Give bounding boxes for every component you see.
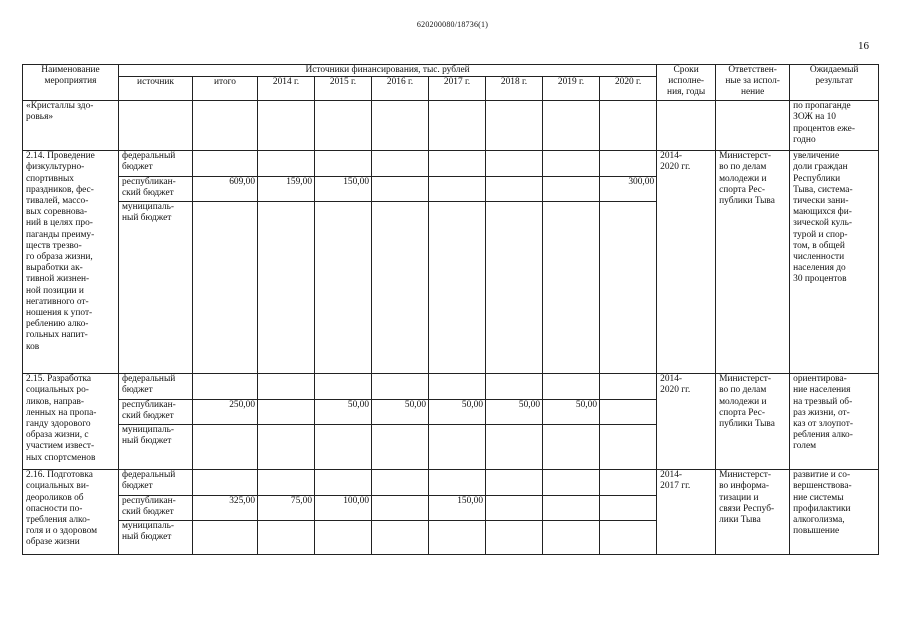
amount-year [258, 202, 315, 374]
amount-year [600, 151, 657, 177]
amount-year [315, 374, 372, 400]
funding-source: республикан- ский бюджет [119, 177, 193, 202]
expected-result: развитие и со- вершенствова- ние системы профилактики алкоголизма, повышение [790, 470, 879, 555]
amount-year [372, 374, 429, 400]
amount-year: 50,00 [543, 400, 600, 425]
funding-source: республикан- ский бюджет [119, 400, 193, 425]
amount-year [429, 521, 486, 555]
amount-year [486, 202, 543, 374]
implementation-terms: 2014- 2017 гг. [657, 470, 716, 555]
amount-year [600, 202, 657, 374]
continuation-result: по пропаганде ЗОЖ на 10 процентов еже- годно [790, 101, 879, 151]
amount-year [543, 425, 600, 470]
implementation-terms: 2014- 2020 гг. [657, 151, 716, 374]
amount-year [372, 470, 429, 496]
amount-year: 50,00 [486, 400, 543, 425]
amount-year [600, 425, 657, 470]
amount-year: 75,00 [258, 496, 315, 521]
funding-source: муниципаль- ный бюджет [119, 521, 193, 555]
amount-year [543, 496, 600, 521]
funding-source: федеральный бюджет [119, 470, 193, 496]
header-year: 2018 г. [486, 77, 543, 101]
responsible-party: Министерст- во по делам молодежи и спорта Рес- публики Тыва [716, 151, 790, 374]
amount-year [600, 400, 657, 425]
document-id: 620200080/18736(1) [416, 20, 489, 29]
amount-year: 300,00 [600, 177, 657, 202]
funding-source: федеральный бюджет [119, 374, 193, 400]
header-year: 2016 г. [372, 77, 429, 101]
header-year: 2014 г. [258, 77, 315, 101]
table-row [23, 151, 879, 177]
amount-total: 609,00 [193, 177, 258, 202]
header-source: источник [119, 77, 193, 101]
header-funding: Источники финансирования, тыс. рублей [119, 65, 657, 77]
amount-year [429, 425, 486, 470]
amount-year [486, 374, 543, 400]
header-year: 2019 г. [543, 77, 600, 101]
amount-year [258, 425, 315, 470]
expected-result: увеличение доли граждан Республики Тыва, система- тически зани- мающихся фи- зической куль- турой и спор- том, в общей численности населения до 30 процентов [790, 151, 879, 374]
header-name: Наименование мероприятия [23, 65, 119, 101]
amount-year [486, 151, 543, 177]
continuation-name: «Кристаллы здо- ровья» [23, 101, 119, 151]
amount-year [486, 521, 543, 555]
amount-total [193, 521, 258, 555]
amount-total [193, 202, 258, 374]
amount-year [543, 374, 600, 400]
amount-year: 150,00 [315, 177, 372, 202]
activity-name: 2.14. Проведение физкультурно- спортивных праздников, фес- тивалей, массо- вых соревнова- ний в целях про- паганды преиму- ществ трезво- го образа жизни, выработки ак- тивной жизнен- ной позиции и негативного от- ношения к упот- реблению алко- гольных напит- ков [23, 151, 119, 374]
amount-year [372, 151, 429, 177]
amount-year [258, 151, 315, 177]
amount-year [258, 374, 315, 400]
activity-name: 2.15. Разработка социальных ро- ликов, направ- ленных на пропа- ганду здорового образа жизни, с участием извест- ных спортсменов [23, 374, 119, 470]
amount-year [315, 151, 372, 177]
responsible-party: Министерст- во информа- тизации и связи Респуб- лики Тыва [716, 470, 790, 555]
funding-source: муниципаль- ный бюджет [119, 425, 193, 470]
amount-year [486, 177, 543, 202]
amount-year [486, 470, 543, 496]
amount-year [429, 470, 486, 496]
amount-year [258, 470, 315, 496]
header-year: 2015 г. [315, 77, 372, 101]
activity-name: 2.16. Подготовка социальных ви- деороликов об опасности по- требления алко- голя и о здоровом образе жизни [23, 470, 119, 555]
amount-year [486, 425, 543, 470]
amount-year: 50,00 [315, 400, 372, 425]
funding-source: муниципаль- ный бюджет [119, 202, 193, 374]
header-year: 2020 г. [600, 77, 657, 101]
amount-year [372, 177, 429, 202]
expected-result: ориентирова- ние населения на трезвый об- раз жизни, от- каз от злоупот- ребления алко- голем [790, 374, 879, 470]
amount-year [429, 151, 486, 177]
amount-total [193, 470, 258, 496]
implementation-terms: 2014- 2020 гг. [657, 374, 716, 470]
amount-year [600, 521, 657, 555]
amount-year [543, 202, 600, 374]
amount-year [486, 496, 543, 521]
funding-source: федеральный бюджет [119, 151, 193, 177]
amount-year [372, 496, 429, 521]
amount-total [193, 425, 258, 470]
amount-year [543, 151, 600, 177]
responsible-party: Министерст- во по делам молодежи и спорта Рес- публики Тыва [716, 374, 790, 470]
amount-year [429, 202, 486, 374]
amount-year [372, 521, 429, 555]
amount-total [193, 374, 258, 400]
amount-year: 50,00 [429, 400, 486, 425]
table-row [23, 470, 879, 496]
amount-year: 150,00 [429, 496, 486, 521]
program-table [22, 64, 879, 555]
amount-year: 159,00 [258, 177, 315, 202]
amount-year [258, 521, 315, 555]
amount-year [372, 425, 429, 470]
amount-year: 100,00 [315, 496, 372, 521]
amount-year [258, 400, 315, 425]
amount-year [600, 496, 657, 521]
amount-year [543, 521, 600, 555]
amount-year: 50,00 [372, 400, 429, 425]
amount-total: 250,00 [193, 400, 258, 425]
amount-year [543, 470, 600, 496]
header-terms: Сроки исполне- ния, годы [657, 65, 716, 101]
amount-year [543, 177, 600, 202]
amount-year [429, 374, 486, 400]
amount-year [429, 177, 486, 202]
amount-year [315, 470, 372, 496]
header-total: итого [193, 77, 258, 101]
amount-year [600, 374, 657, 400]
amount-year [600, 470, 657, 496]
header-result: Ожидаемый результат [790, 65, 879, 101]
header-responsible: Ответствен- ные за испол- нение [716, 65, 790, 101]
amount-total [193, 151, 258, 177]
amount-year [315, 202, 372, 374]
page-number: 16 [858, 40, 869, 52]
funding-source: республикан- ский бюджет [119, 496, 193, 521]
header-year: 2017 г. [429, 77, 486, 101]
table-row [23, 374, 879, 400]
amount-year [315, 521, 372, 555]
amount-year [315, 425, 372, 470]
amount-total: 325,00 [193, 496, 258, 521]
table-row [23, 101, 879, 151]
amount-year [372, 202, 429, 374]
